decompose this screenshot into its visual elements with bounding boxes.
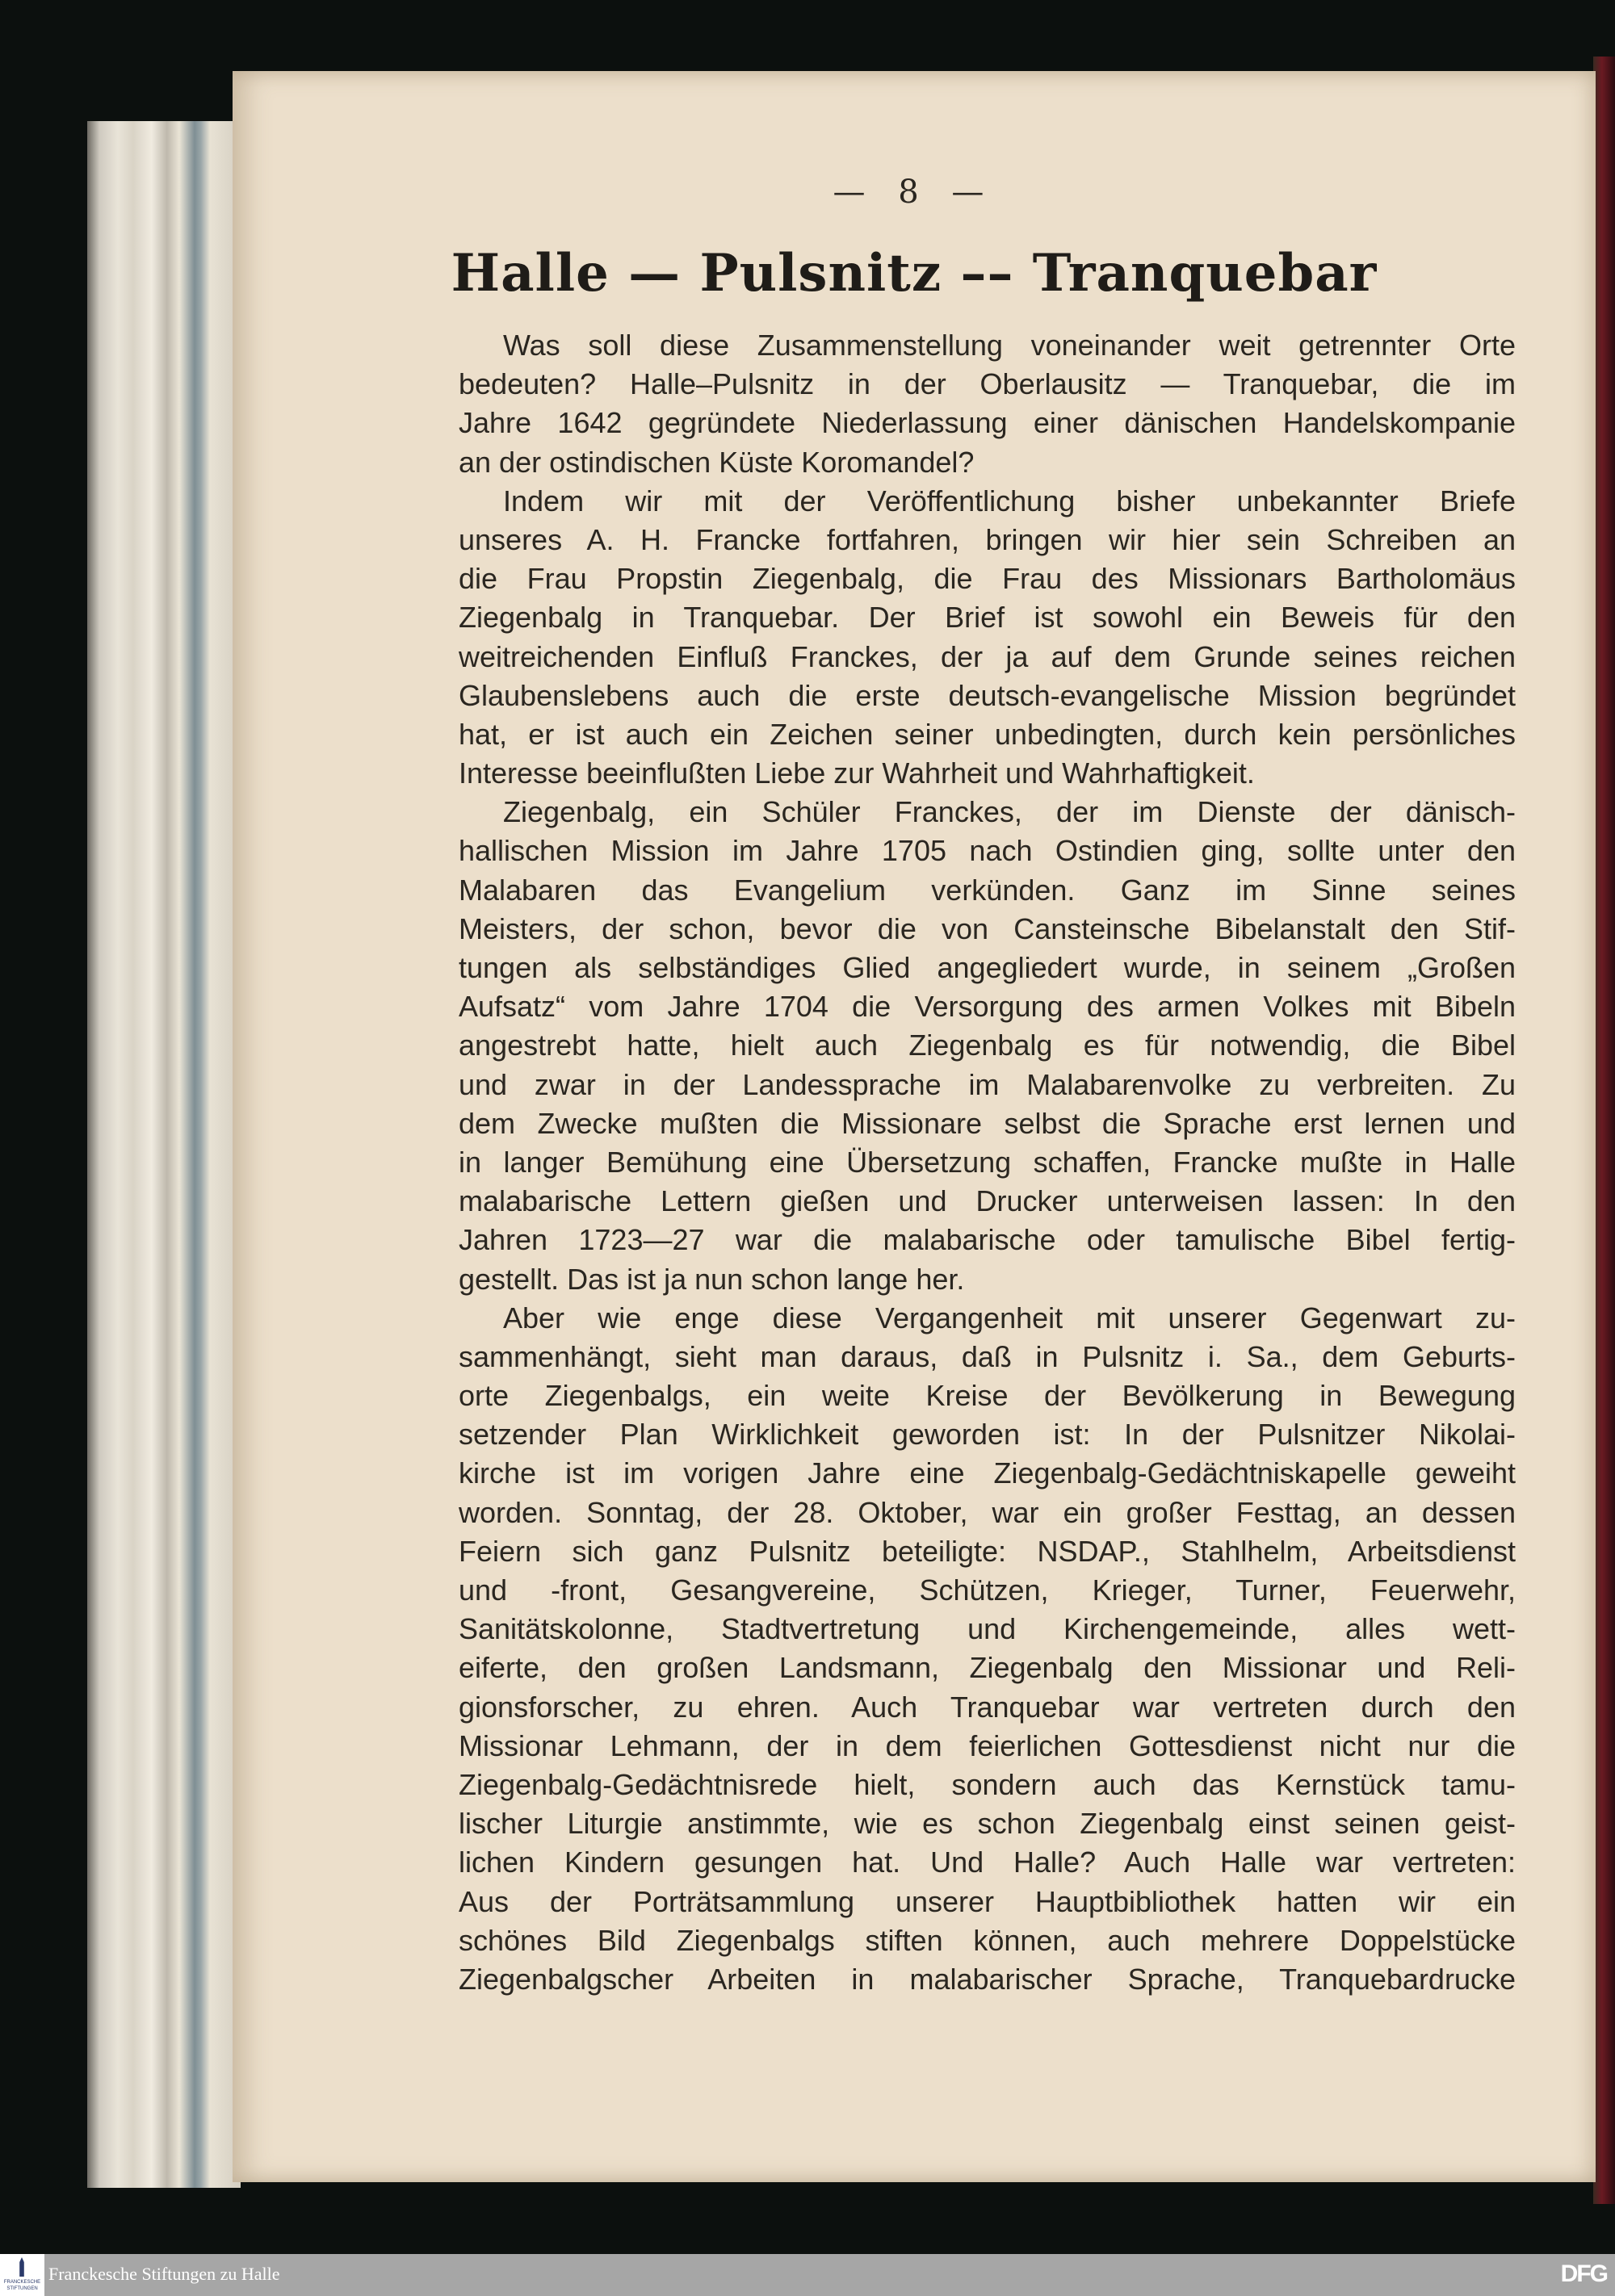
text-line: angestrebt hatte, hielt auch Ziegenbalg es für notwendig, die Bibel [459, 1029, 1516, 1062]
text-line: Aufsatz“ vom Jahre 1704 die Versorgung des armen Volkes mit Bibeln [459, 990, 1516, 1024]
logo-caption: FRANCKESCHE STIFTUNGEN [3, 2280, 41, 2291]
text-line: Ziegenbalg-Gedächtnisrede hielt, sondern auch das Kernstück tamu- [459, 1767, 1516, 1801]
text-line: schönes Bild Ziegenbalgs stiften können, auch mehrere Doppelstücke [459, 1923, 1516, 1957]
text-line: gestellt. Das ist ja nun schon lange her. [459, 1262, 965, 1296]
text-line: worden. Sonntag, der 28. Oktober, war ein großer Festtag, an dessen [459, 1495, 1516, 1529]
text-line: die Frau Propstin Ziegenbalg, die Frau des Missionars Bartholomäus [459, 562, 1516, 596]
text-line: Ziegenbalg, ein Schüler Franckes, der im Dienste der dänisch- [503, 795, 1516, 829]
text-line: Aus der Porträtsammlung unserer Hauptbibliothek hatten wir ein [459, 1884, 1516, 1918]
text-line: Jahre 1642 gegründete Niederlassung einer dänischen Handelskompanie [459, 406, 1516, 440]
text-line: Aber wie enge diese Vergangenheit mit unserer Gegenwart zu- [503, 1301, 1516, 1334]
institution-name[interactable]: Franckesche Stiftungen zu Halle [48, 2264, 280, 2284]
text-line: und -front, Gesangvereine, Schützen, Krieger, Turner, Feuerwehr, [459, 1573, 1516, 1607]
text-line: unseres A. H. Francke fortfahren, bringen wir hier sein Schreiben an [459, 522, 1516, 556]
text-line: lischer Liturgie anstimmte, wie es schon Ziegenbalg einst seinen geist- [459, 1807, 1516, 1841]
text-line: Ziegenbalgscher Arbeiten in malabarischer Sprache, Tranquebardrucke [459, 1962, 1516, 1996]
text-line: Feiern sich ganz Pulsnitz beteiligte: NSDAP., Stahlhelm, Arbeitsdienst [459, 1534, 1516, 1568]
text-line: sammenhängt, sieht man daraus, daß in Pulsnitz i. Sa., dem Geburts- [459, 1339, 1516, 1373]
text-line: kirche ist im vorigen Jahre eine Ziegenbalg-Gedächtniskapelle geweiht [459, 1456, 1516, 1490]
text-line: in langer Bemühung eine Übersetzung schaffen, Francke mußte in Halle [459, 1145, 1516, 1179]
text-line: und zwar in der Landessprache im Malabarenvolke zu verbreiten. Zu [459, 1067, 1516, 1101]
page-stack-edges [87, 121, 241, 2188]
text-line: Missionar Lehmann, der in dem feierlichen Gottesdienst nicht nur die [459, 1728, 1516, 1762]
text-line: lichen Kindern gesungen hat. Und Halle? Auch Halle war vertreten: [459, 1846, 1516, 1879]
book-cover-edge [1593, 57, 1615, 2204]
text-line: Jahren 1723—27 war die malabarische oder tamulische Bibel fertig- [459, 1223, 1516, 1257]
dfg-logo[interactable]: DFG [1560, 2260, 1607, 2287]
text-line: Ziegenbalg in Tranquebar. Der Brief ist sowohl ein Beweis für den [459, 601, 1516, 635]
body-text [459, 326, 1516, 1999]
text-line: malabarische Lettern gießen und Drucker unterweisen lassen: In den [459, 1184, 1516, 1218]
text-line: tungen als selbständiges Glied angegliedert wurde, in seinem „Großen [459, 951, 1516, 984]
text-line: weitreichenden Einfluß Franckes, der ja auf dem Grunde seines reichen [459, 639, 1516, 673]
text-line: eiferte, den großen Landsmann, Ziegenbalg den Missionar und Reli- [459, 1651, 1516, 1685]
text-line: Interesse beeinflußten Liebe zur Wahrheit und Wahrhaftigkeit. [459, 756, 1255, 790]
text-line: Meisters, der schon, bevor die von Cansteinsche Bibelanstalt den Stif- [459, 911, 1516, 945]
text-line: setzender Plan Wirklichkeit geworden ist: In der Pulsnitzer Nikolai- [459, 1418, 1516, 1452]
text-line: hallischen Mission im Jahre 1705 nach Ostindien ging, sollte unter den [459, 834, 1516, 868]
viewer-footer [0, 2254, 1615, 2296]
text-line: dem Zwecke mußten die Missionare selbst die Sprache erst lernen und [459, 1106, 1516, 1140]
tower-icon [16, 2257, 27, 2277]
text-line: orte Ziegenbalgs, ein weite Kreise der Bevölkerung in Bewegung [459, 1379, 1516, 1413]
text-line: hat, er ist auch ein Zeichen seiner unbedingten, durch kein persönliches [459, 717, 1516, 751]
text-line: Indem wir mit der Veröffentlichung bisher unbekannter Briefe [503, 484, 1516, 517]
page-number: — 8 — [833, 174, 996, 211]
text-line: bedeuten? Halle–Pulsnitz in der Oberlausitz — Tranquebar, die im [459, 367, 1516, 401]
page-title: Halle — Pulsnitz –– Tranquebar [451, 243, 1378, 304]
text-line: Was soll diese Zusammenstellung voneinander weit getrennter Orte [503, 329, 1516, 362]
institution-logo[interactable] [0, 2254, 44, 2296]
text-line: Glaubenslebens auch die erste deutsch-evangelische Mission begründet [459, 678, 1516, 712]
text-line: Malabaren das Evangelium verkünden. Ganz im Sinne seines [459, 873, 1516, 907]
text-line: an der ostindischen Küste Koromandel? [459, 445, 975, 479]
text-line: Sanitätskolonne, Stadtvertretung und Kirchengemeinde, alles wett- [459, 1612, 1516, 1646]
text-line: gionsforscher, zu ehren. Auch Tranquebar war vertreten durch den [459, 1690, 1516, 1724]
